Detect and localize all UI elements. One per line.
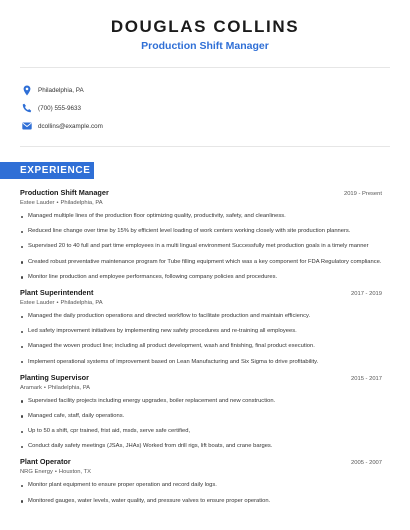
job-bullet: Implement operational systems of improvement based on Lean Manufacturing and Six Sigma to drive profitability. (20, 358, 382, 368)
job-bullets (20, 212, 382, 282)
job-bullet: Monitored gauges, water levels, water quality, and pressure valves to ensure proper operation. (20, 497, 382, 507)
phone-icon (22, 102, 32, 114)
job-bullet: Up to 50 a shift, cpr trained, frist aid, msds, serve safe certified, (20, 427, 382, 437)
job-dates: 2019 - Present (343, 191, 382, 197)
contact-email (22, 119, 103, 133)
job-bullets (20, 481, 382, 506)
job-bullet: Created robust preventative maintenance program for Tube filling equipment which was a key component for FDA Regulatory compliance. (20, 258, 382, 268)
email-icon (22, 120, 32, 132)
contact-divider (20, 146, 390, 147)
job-entry: Production Shift Manager 2019 - Present Estee Lauder • Philadelphia, PA Managed multiple lines of the production floor optimizing quality, productivity, safety, and cleanliness. Reduced line change over time by 15% by efficient level loading of work centers working closely with site production planners. Supervised 20 to 40 full and part time employees in a multi lingual environment Successfully met production goals in a timely manner Created robust preventative maintenance program for Tube filling equipment which was a key component for FDA Regulatory compliance. Monitor line production and employee performances, following company policies and procedures. (20, 188, 382, 282)
job-bullets (20, 397, 382, 452)
phone-text: (700) 555-9633 (38, 104, 82, 112)
candidate-name: DOUGLAS COLLINS (110, 17, 300, 36)
location-pin-icon (22, 84, 32, 96)
job-bullet: Managed the woven product line; including all product development, wash and finishing, final product execution. (20, 342, 382, 352)
job-title: Plant Operator (20, 457, 71, 467)
job-bullet: Monitor plant equipment to ensure proper operation and record daily logs. (20, 481, 382, 491)
job-bullet: Monitor line production and employee performances, following company policies and procedures. (20, 273, 382, 283)
job-bullet: Managed multiple lines of the production floor optimizing quality, productivity, safety, and cleanliness. (20, 212, 382, 222)
candidate-title: Production Shift Manager (141, 40, 269, 52)
contact-phone (22, 101, 81, 115)
header-divider (20, 67, 390, 68)
job-location: Philadelphia, PA (60, 200, 103, 206)
job-company: Estee Lauder (20, 200, 55, 206)
job-dates: 2005 - 2007 (351, 460, 382, 467)
experience-list (20, 188, 382, 512)
job-bullet: Supervised facility projects including energy upgrades, boiler replacement and new construction. (20, 397, 382, 407)
job-bullet: Managed the daily production operations and directed workflow to facilitate production and maintain efficiency. (20, 312, 382, 322)
job-bullet: Conduct daily safety meetings (JSAs, JHAs) Worked from drill rigs, lift boats, and crane barges. (20, 442, 382, 452)
job-company: Aramark (20, 384, 42, 391)
job-bullet: Reduced line change over time by 15% by efficient level loading of work centers working closely with site production planners. (20, 227, 382, 237)
job-title: Planting Supervisor (20, 372, 89, 382)
job-bullet: Supervised 20 to 40 full and part time employees in a multi lingual environment Successfully met production goals in a timely manner (20, 242, 382, 252)
email-text: dcollins@example.com (38, 122, 103, 130)
contact-location (22, 83, 84, 97)
job-entry: Planting Supervisor 2015 - 2017 Aramark • Philadelphia, PA Supervised facility projects including energy upgrades, boiler replacement and new construction. Managed cafe, staff, daily operations. Up to 50 a shift, cpr trained, frist aid, msds, serve safe certified, Conduct daily safety meetings (JSAs, JHAs) Worked from drill rigs, lift boats, and crane barges. (20, 373, 382, 452)
job-title: Production Shift Manager (20, 188, 109, 197)
job-location: Philadelphia, PA (47, 384, 91, 391)
location-text: Philadelphia, PA (38, 86, 84, 94)
job-dates: 2015 - 2017 (351, 375, 382, 382)
job-bullet: Led safety improvement initiatives by implementing new safety procedures and re-training all employees. (20, 327, 382, 337)
job-title: Plant Superintendent (20, 287, 94, 297)
job-entry: Plant Operator 2005 - 2007 NRG Energy • Houston, TX Monitor plant equipment to ensure proper operation and record daily logs. Monitored gauges, water levels, water quality, and pressure valves to ensure proper operation. (20, 457, 382, 506)
job-dates: 2017 - 2019 (351, 290, 382, 297)
job-company: Estee Lauder (20, 299, 55, 306)
job-bullets (20, 312, 382, 367)
job-entry: Plant Superintendent 2017 - 2019 Estee Lauder • Philadelphia, PA Managed the daily production operations and directed workflow to facilitate production and maintain efficiency. Led safety improvement initiatives by implementing new safety procedures and re-training all employees. Managed the woven product line; including all product development, wash and finishing, final product execution. Implement operational systems of improvement based on Lean Manufacturing and Six Sigma to drive profitability. (20, 288, 382, 367)
experience-heading: EXPERIENCE (0, 162, 94, 179)
job-bullet: Managed cafe, staff, daily operations. (20, 412, 382, 422)
job-location: Philadelphia, PA (60, 299, 103, 306)
job-location: Houston, TX (58, 469, 92, 476)
job-company: NRG Energy (20, 469, 53, 476)
